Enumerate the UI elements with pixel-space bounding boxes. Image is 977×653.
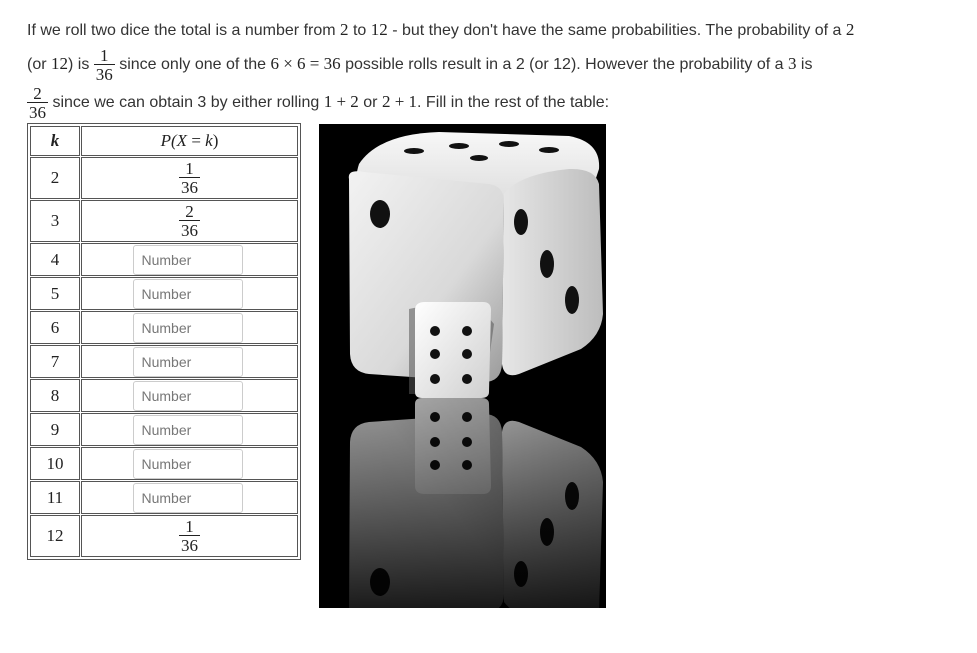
fraction-two-over-36: $\frac{2}{36}$ xyxy=(29,84,46,122)
probability-input-k9[interactable] xyxy=(133,415,243,445)
table-row xyxy=(30,243,298,276)
k-value: 11 xyxy=(30,481,80,514)
question-line-1: If we roll two dice the total is a number from 2 to 12 - but they don't have the same probabilities. The probability of a 2 xyxy=(27,20,855,39)
table-row xyxy=(30,311,298,344)
k-value: 4 xyxy=(30,243,80,276)
k-value: 5 xyxy=(30,277,80,310)
probability-input-k7[interactable] xyxy=(133,347,243,377)
probability-input-k5[interactable] xyxy=(133,279,243,309)
question-line-3: $\frac{2}{36}$ since we can obtain 3 by either rolling 1 + 2 or 2 + 1. Fill in the rest of the table: xyxy=(29,84,610,122)
table-row xyxy=(30,345,298,378)
dice-illustration xyxy=(319,124,606,608)
table-row xyxy=(30,200,298,242)
dice-photo xyxy=(319,124,606,608)
table-row xyxy=(30,157,298,199)
fraction-one-over-36: $\frac{1}{36}$ xyxy=(95,46,113,84)
probability-value: $\frac{1}{36}$ xyxy=(81,515,298,557)
probability-input-k4[interactable] xyxy=(133,245,243,275)
k-value: 3 xyxy=(30,200,80,242)
k-value: 10 xyxy=(30,447,80,480)
table-row xyxy=(30,481,298,514)
probability-table xyxy=(27,123,301,560)
probability-value: $\frac{2}{36}$ xyxy=(81,200,298,242)
header-k: k xyxy=(30,126,80,156)
table-row xyxy=(30,447,298,480)
table-header-row xyxy=(30,126,298,156)
probability-input-k11[interactable] xyxy=(133,483,243,513)
k-value: 12 xyxy=(30,515,80,557)
probability-input-k8[interactable] xyxy=(133,381,243,411)
probability-input-k6[interactable] xyxy=(133,313,243,343)
probability-input-k10[interactable] xyxy=(133,449,243,479)
table-row xyxy=(30,515,298,557)
header-probability: P(X = k) xyxy=(81,126,298,156)
question-line-2: (or 12) is $\frac{1}{36}$ since only one of the 6 × 6 = 36 possible rolls result in a 2 (or 12). However the probability of a 3 is xyxy=(27,46,813,84)
table-row xyxy=(30,413,298,446)
k-value: 9 xyxy=(30,413,80,446)
k-value: 7 xyxy=(30,345,80,378)
table-row xyxy=(30,277,298,310)
k-value: 8 xyxy=(30,379,80,412)
k-value: 6 xyxy=(30,311,80,344)
k-value: 2 xyxy=(30,157,80,199)
probability-value: $\frac{1}{36}$ xyxy=(81,157,298,199)
table-row xyxy=(30,379,298,412)
